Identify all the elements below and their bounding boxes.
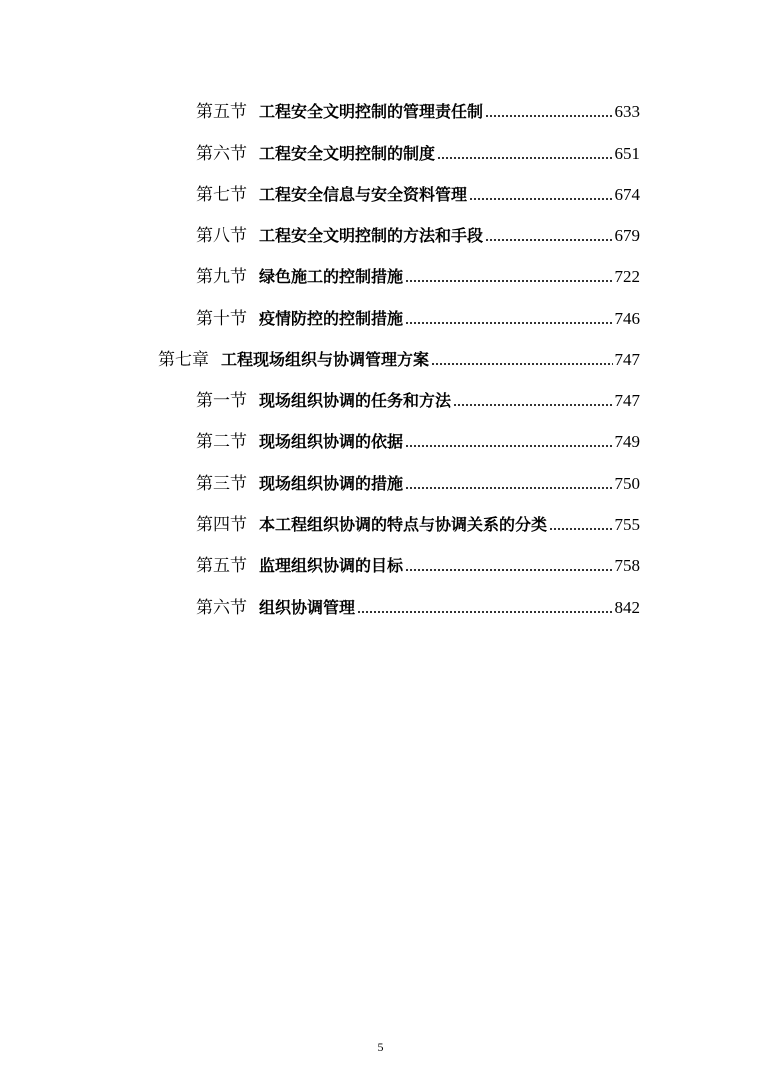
toc-entry-title: 工程安全文明控制的管理责任制 [259,102,484,121]
toc-entry [196,551,640,577]
dot-leader [431,362,612,366]
toc-entry-page: 842 [614,598,640,617]
toc-entry-label: 第八节 [196,226,247,245]
toc-entry [196,510,640,536]
toc-entry [196,139,640,165]
toc-entry-page: 633 [614,102,640,121]
toc-entry-page: 747 [614,391,640,410]
toc-entry-label: 第一节 [196,391,247,410]
dot-leader [405,444,612,448]
toc-entry-page: 758 [614,556,640,575]
toc-entry-label: 第五节 [196,556,247,575]
toc-entry-label: 第七节 [196,185,247,204]
toc-entry-title: 现场组织协调的任务和方法 [259,391,452,410]
toc-entry [196,386,640,412]
dot-leader [405,321,612,325]
dot-leader [549,527,612,531]
dot-leader [405,486,612,490]
toc-entry [196,97,640,123]
toc-entry-label: 第六节 [196,144,247,163]
toc-entry [196,221,640,247]
dot-leader [485,114,612,118]
toc-entry-page: 755 [614,515,640,534]
toc-entry-page: 674 [614,185,640,204]
toc-entry-title: 现场组织协调的依据 [259,432,404,451]
dot-leader [469,197,612,201]
toc-entry-title: 绿色施工的控制措施 [259,267,404,286]
toc-entry-title: 本工程组织协调的特点与协调关系的分类 [259,515,548,534]
toc-entry-page: 746 [614,309,640,328]
toc-entry-label: 第五节 [196,102,247,121]
toc-chapter-entry [158,345,640,371]
toc-entry [196,469,640,495]
toc-entry-title: 工程安全文明控制的方法和手段 [259,226,484,245]
toc-entry-label: 第三节 [196,474,247,493]
toc-entry-title: 工程现场组织与协调管理方案 [221,350,430,369]
dot-leader [405,568,612,572]
page-number: 5 [377,1040,384,1054]
toc-entry-label: 第二节 [196,432,247,451]
toc-entry-label: 第九节 [196,267,247,286]
toc-entry-title: 工程安全信息与安全资料管理 [259,185,468,204]
toc-entry-title: 组织协调管理 [259,598,356,617]
dot-leader [453,403,612,407]
toc-entry-label: 第十节 [196,309,247,328]
toc-entry-title: 监理组织协调的目标 [259,556,404,575]
toc-entry [196,262,640,288]
dot-leader [405,279,612,283]
toc-entry [196,304,640,330]
toc-entry-page: 679 [614,226,640,245]
dot-leader [437,156,612,160]
toc-entry [196,180,640,206]
toc-entry-page: 651 [614,144,640,163]
toc-entry-page: 750 [614,474,640,493]
toc-entry-label: 第六节 [196,598,247,617]
toc-entry-label: 第七章 [158,350,209,369]
toc-entry-title: 现场组织协调的措施 [259,474,404,493]
toc-entry [196,593,640,619]
toc-entry-page: 722 [614,267,640,286]
toc-entry-title: 工程安全文明控制的制度 [259,144,436,163]
dot-leader [357,610,612,614]
toc-entry-page: 747 [614,350,640,369]
toc-entry-label: 第四节 [196,515,247,534]
toc-entry-title: 疫情防控的控制措施 [259,309,404,328]
dot-leader [485,238,612,242]
toc-entry-page: 749 [614,432,640,451]
toc-entry [196,427,640,453]
